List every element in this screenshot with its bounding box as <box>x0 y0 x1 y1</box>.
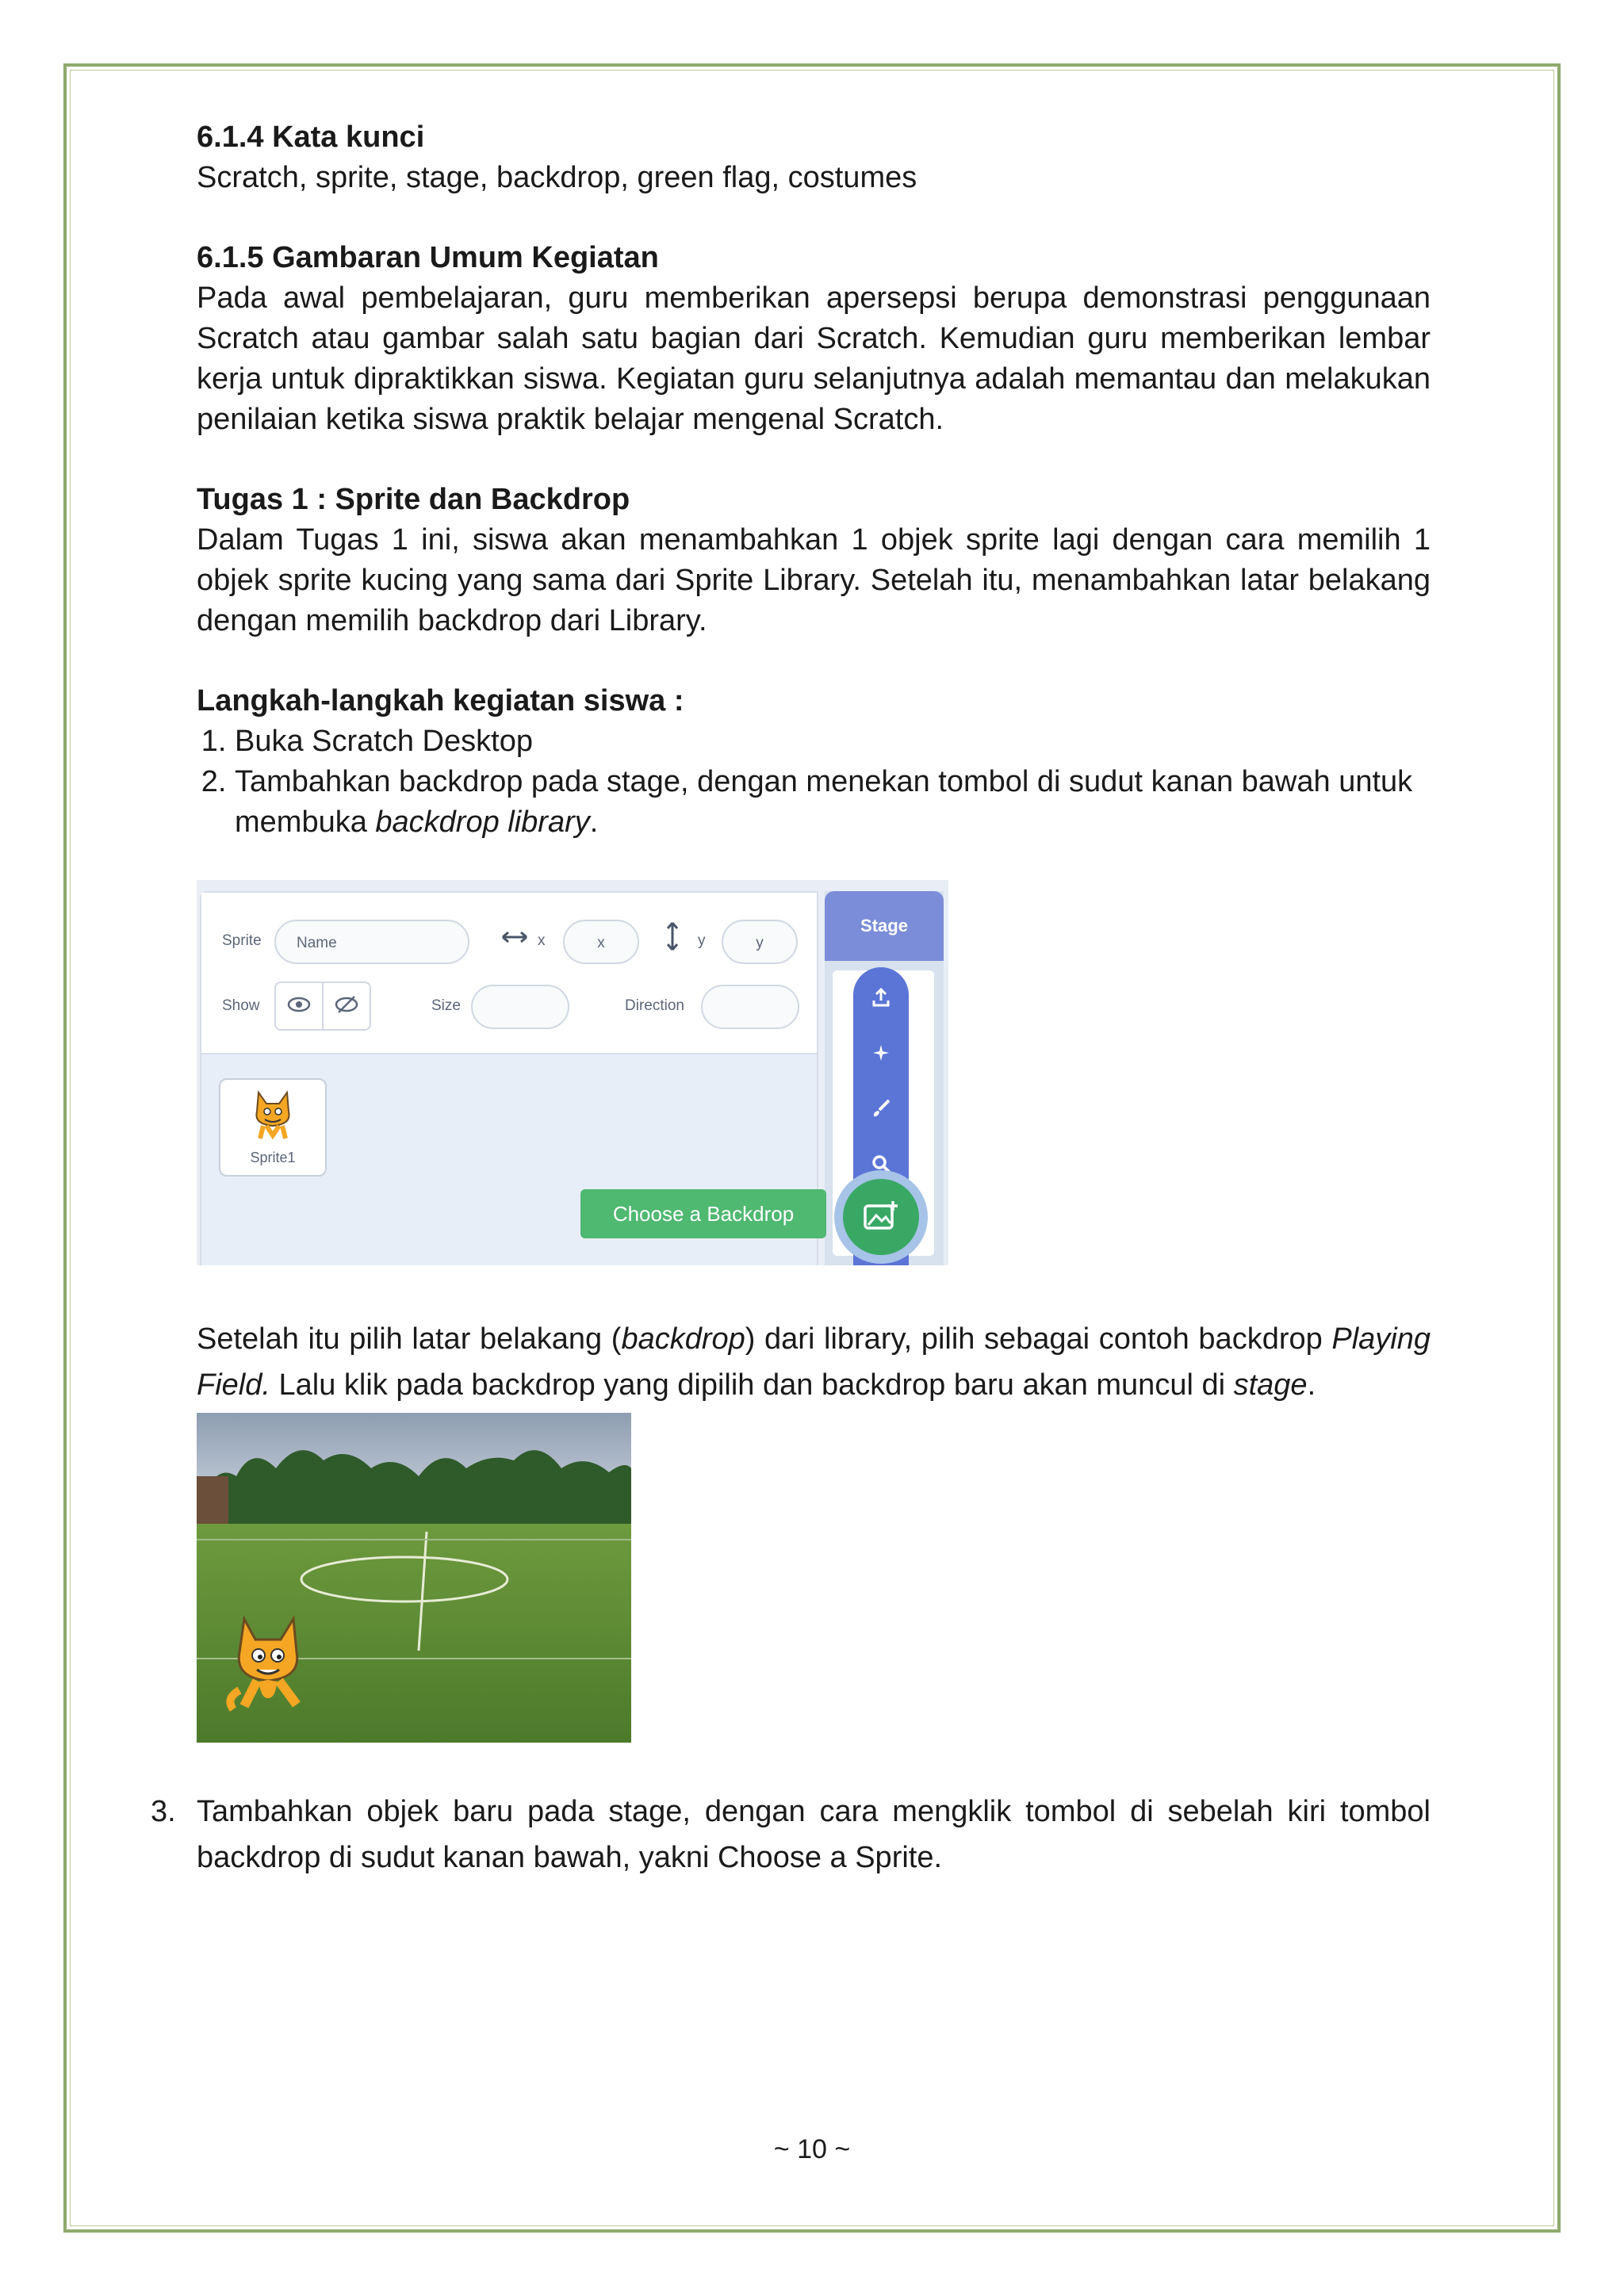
sprite-label: Sprite <box>222 932 262 949</box>
overview-heading: 6.1.5 Gambaran Umum Kegiatan <box>197 241 659 274</box>
keywords-heading: 6.1.4 Kata kunci <box>197 121 425 154</box>
choice-em-1: backdrop <box>621 1322 745 1356</box>
paint-backdrop-button[interactable] <box>853 1086 909 1134</box>
sprite-name-placeholder: Name <box>297 935 337 951</box>
step-2-emphasis: backdrop library <box>375 806 590 839</box>
y-label: y <box>698 932 706 949</box>
direction-input[interactable] <box>701 985 799 1029</box>
upload-icon <box>870 986 892 1012</box>
document-content <box>197 117 1431 843</box>
eye-icon <box>287 996 311 1017</box>
step-3-text: Tambahkan objek baru pada stage, dengan cara mengklik tombol di sebelah kiri tombol backdrop di sudut kanan bawah, yakni Choose a Sprite. <box>197 1795 1431 1874</box>
choice-em-2: Playing Field. <box>197 1322 1431 1402</box>
size-label: Size <box>431 997 461 1014</box>
choice-text-2: ) dari library, pilih sebagai contoh backdrop <box>745 1322 1332 1356</box>
sprite-info-row <box>201 893 817 1054</box>
choose-backdrop-button[interactable] <box>843 1179 919 1255</box>
page-number: ~ 10 ~ <box>773 2134 851 2164</box>
step-1-text: Buka Scratch Desktop <box>235 725 533 758</box>
sparkle-icon <box>870 1042 892 1068</box>
cat-sprite-icon <box>249 1088 297 1146</box>
show-visible-toggle[interactable] <box>274 982 324 1031</box>
task1-heading: Tugas 1 : Sprite dan Backdrop <box>197 483 630 516</box>
steps-heading: Langkah-langkah kegiatan siswa : <box>197 684 684 718</box>
sprite-tile[interactable] <box>219 1078 327 1177</box>
step-2 <box>235 762 1431 843</box>
choice-em-3: stage <box>1233 1368 1308 1402</box>
choice-text-1: Setelah itu pilih latar belakang ( <box>197 1322 622 1356</box>
steps-list <box>197 721 1431 843</box>
choice-text-4: . <box>1307 1368 1316 1402</box>
y-input[interactable] <box>722 920 798 964</box>
show-label: Show <box>222 997 260 1014</box>
overview-text: Pada awal pembelajaran, guru memberikan apersepsi berupa demonstrasi penggunaan Scratch atau gambar salah satu bagian dari Scratch. Kemudian guru memberikan lembar kerja untuk dipraktikkan siswa. Kegiatan guru selanjutnya adalah memantau dan melakukan penilaian ketika siswa praktik belajar mengenal Scratch. <box>197 281 1431 436</box>
surprise-backdrop-button[interactable] <box>853 1031 909 1078</box>
sprite-tile-label: Sprite1 <box>250 1150 296 1165</box>
paintbrush-icon <box>870 1097 892 1123</box>
step-2-end: . <box>589 806 599 839</box>
step-1 <box>235 721 1431 762</box>
backdrop-choice-paragraph <box>197 1316 1431 1408</box>
playing-field-stage-image <box>197 1413 631 1743</box>
add-image-icon <box>863 1200 899 1235</box>
y-placeholder: y <box>756 935 764 951</box>
step-3 <box>151 1789 1431 1881</box>
choice-text-3: Lalu klik pada backdrop yang dipilih dan backdrop baru akan muncul di <box>270 1368 1234 1402</box>
task1-text: Dalam Tugas 1 ini, siswa akan menambahkan 1 objek sprite lagi dengan cara memilih 1 objek sprite kucing yang sama dari Sprite Library. Setelah itu, menambahkan latar belakang dengan memilih backdrop dari Library. <box>197 523 1431 637</box>
x-input[interactable] <box>563 920 639 964</box>
upload-backdrop-button[interactable] <box>853 975 909 1023</box>
keywords-text: Scratch, sprite, stage, backdrop, green flag, costumes <box>197 161 917 194</box>
direction-label: Direction <box>625 997 684 1014</box>
step-3-number: 3. <box>151 1795 176 1828</box>
sprite-name-input[interactable] <box>274 920 469 964</box>
step-2-text: Tambahkan backdrop pada stage, dengan menekan tombol di sudut kanan bawah untuk membuka <box>235 765 1413 839</box>
horizontal-arrow-icon <box>501 928 528 951</box>
x-placeholder: x <box>597 935 605 951</box>
vertical-arrow-icon <box>665 921 680 955</box>
show-hidden-toggle[interactable] <box>322 982 371 1031</box>
x-label: x <box>538 932 546 949</box>
eye-slash-icon <box>335 995 358 1018</box>
size-input[interactable] <box>471 985 569 1029</box>
choose-backdrop-tooltip: Choose a Backdrop <box>580 1189 826 1238</box>
stage-header: Stage <box>825 891 944 961</box>
